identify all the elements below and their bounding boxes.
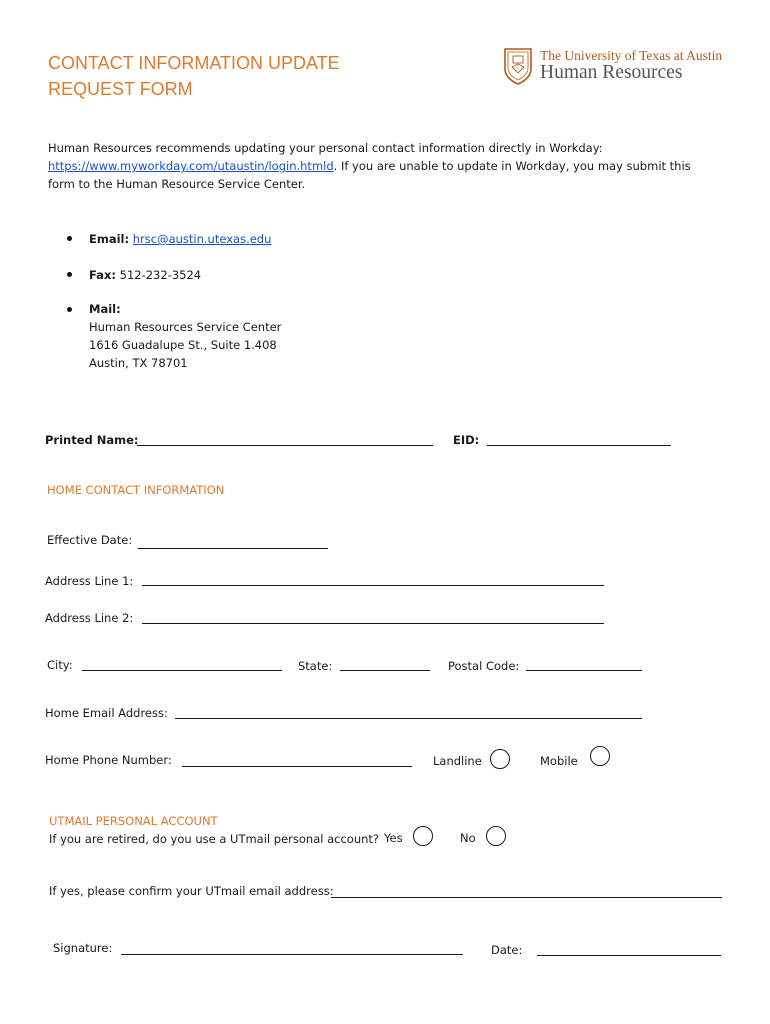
state-field[interactable]: [340, 670, 430, 671]
mail-line1: Human Resources Service Center: [89, 320, 282, 334]
bullet-icon: [67, 307, 72, 312]
utmail-section-title: UTMAIL PERSONAL ACCOUNT: [49, 814, 218, 828]
address-line1-label: Address Line 1:: [45, 574, 134, 588]
utmail-confirm-field[interactable]: [331, 897, 722, 898]
effective-date-field[interactable]: [138, 548, 328, 549]
no-label: No: [460, 831, 476, 845]
mobile-radio[interactable]: [590, 746, 610, 766]
home-email-label: Home Email Address:: [45, 706, 168, 720]
effective-date-label: Effective Date:: [47, 533, 133, 547]
landline-radio[interactable]: [490, 749, 510, 769]
date-label: Date:: [491, 943, 523, 957]
date-field[interactable]: [537, 955, 721, 956]
email-link[interactable]: hrsc@austin.utexas.edu: [132, 232, 272, 246]
signature-field[interactable]: [121, 954, 463, 955]
logo-department-name: Human Resources: [540, 62, 683, 83]
form-title-line2: REQUEST FORM: [48, 79, 193, 99]
home-phone-label: Home Phone Number:: [45, 753, 172, 767]
utmail-question: If you are retired, do you use a UTmail personal account?: [49, 832, 380, 846]
mail-label: Mail:: [89, 302, 121, 316]
workday-link[interactable]: https://www.myworkday.com/utaustin/login.htmld: [48, 159, 334, 173]
state-label: State:: [298, 659, 333, 673]
no-radio[interactable]: [486, 826, 506, 846]
postal-code-field[interactable]: [526, 670, 642, 671]
form-title-line1: CONTACT INFORMATION UPDATE: [48, 53, 340, 73]
mail-line3: Austin, TX 78701: [89, 356, 188, 370]
bullet-icon: [67, 236, 72, 241]
postal-code-label: Postal Code:: [448, 659, 520, 673]
signature-label: Signature:: [53, 941, 113, 955]
printed-name-label: Printed Name:: [45, 433, 139, 447]
fax-label: Fax:: [89, 268, 116, 282]
eid-label: EID:: [453, 433, 480, 447]
intro-line2: [48, 157, 691, 175]
email-label: Email:: [89, 232, 130, 246]
home-phone-field[interactable]: [182, 766, 412, 767]
mail-line2: 1616 Guadalupe St., Suite 1.408: [89, 338, 277, 352]
intro-line1: Human Resources recommends updating your personal contact information directly in Workday:: [48, 141, 603, 155]
intro-line2-rest: . If you are unable to update in Workday, you may submit this: [333, 159, 691, 173]
address-line2-label: Address Line 2:: [45, 611, 134, 625]
address-line2-field[interactable]: [142, 623, 604, 624]
logo-university-name: The University of Texas at Austin: [540, 48, 723, 63]
ut-seal-icon: [503, 47, 533, 89]
intro-line3: form to the Human Resource Service Center.: [48, 177, 306, 191]
home-email-field[interactable]: [175, 718, 642, 719]
landline-label: Landline: [433, 754, 482, 768]
home-section-title: HOME CONTACT INFORMATION: [47, 483, 225, 497]
yes-radio[interactable]: [413, 826, 433, 846]
printed-name-field[interactable]: [137, 445, 433, 446]
fax-contact: [89, 266, 201, 284]
email-contact: [89, 230, 271, 248]
bullet-icon: [67, 272, 72, 277]
city-label: City:: [47, 658, 73, 672]
yes-label: Yes: [384, 831, 403, 845]
city-field[interactable]: [82, 670, 282, 671]
utmail-confirm-label: If yes, please confirm your UTmail email address:: [49, 884, 334, 898]
address-line1-field[interactable]: [142, 585, 604, 586]
mobile-label: Mobile: [540, 754, 578, 768]
eid-field[interactable]: [487, 445, 671, 446]
fax-value: 512-232-3524: [119, 268, 202, 282]
